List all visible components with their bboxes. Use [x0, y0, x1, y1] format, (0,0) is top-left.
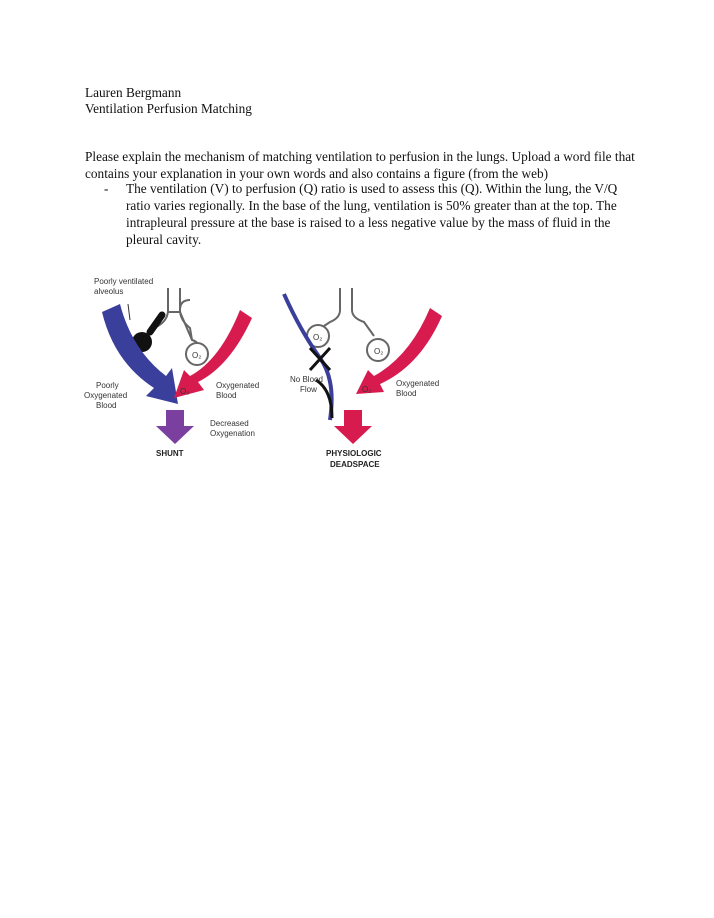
label-poorly: Poorly: [96, 381, 119, 390]
label-no-blood: No Blood: [290, 375, 323, 384]
bullet-marker: -: [104, 181, 109, 196]
assignment-prompt: Please explain the mechanism of matching ventilation to perfusion in the lungs. Upload a word file that contains your explanation in your own words and also contains a figure (from the web): [85, 149, 635, 181]
label-oxygenated-right: Oxygenated: [396, 379, 440, 388]
label-o2-left: O₂: [313, 333, 323, 342]
deadspace-diagram: [284, 288, 442, 469]
bronchiole-right: [180, 312, 192, 340]
vq-mismatch-figure: [80, 270, 460, 480]
shunt-diagram: [84, 277, 259, 458]
label-shunt: SHUNT: [156, 449, 184, 458]
bullet-text: The ventilation (V) to perfusion (Q) ratio is used to assess this (Q). Within the lung, the V/Q ratio varies regionally. In the base of the lung, ventilation is 50% greater than at the top. The intrapleural pressure at the base is raised to a less negative value by the mass of fluid in the pleural cavity.: [126, 181, 618, 247]
blocked-flow-cross: [310, 348, 330, 370]
airway-trunk: [168, 288, 180, 312]
document-topic: Ventilation Perfusion Matching: [85, 101, 252, 116]
airway-outline-right: [324, 288, 374, 336]
label-o2-blood: O₂: [180, 387, 190, 396]
label-blood-1: Blood: [96, 401, 117, 410]
blocked-bronchiole: [150, 315, 162, 332]
label-alveolus: alveolus: [94, 287, 124, 296]
label-poorly-ventilated: Poorly ventilated: [94, 277, 154, 286]
pointer-line: [128, 304, 130, 320]
label-o2-blood-right: O₂: [362, 385, 372, 394]
label-decreased: Decreased: [210, 419, 249, 428]
no-flow-vessel: [284, 294, 332, 420]
deadspace-result-arrow: [334, 410, 372, 444]
label-blood-2: Blood: [216, 391, 237, 400]
label-oxygenation: Oxygenation: [210, 429, 255, 438]
label-flow: Flow: [300, 385, 317, 394]
mixed-blood-arrow: [156, 410, 194, 444]
author-name: Lauren Bergmann: [85, 85, 182, 100]
label-oxygenated-2: Oxygenated: [216, 381, 260, 390]
label-o2-alveolus: O₂: [192, 351, 202, 360]
label-oxygenated-1: Oxygenated: [84, 391, 128, 400]
label-deadspace: DEADSPACE: [330, 460, 380, 469]
label-physiologic: PHYSIOLOGIC: [326, 449, 382, 458]
label-blood-right: Blood: [396, 389, 417, 398]
label-o2-right: O₂: [374, 347, 384, 356]
